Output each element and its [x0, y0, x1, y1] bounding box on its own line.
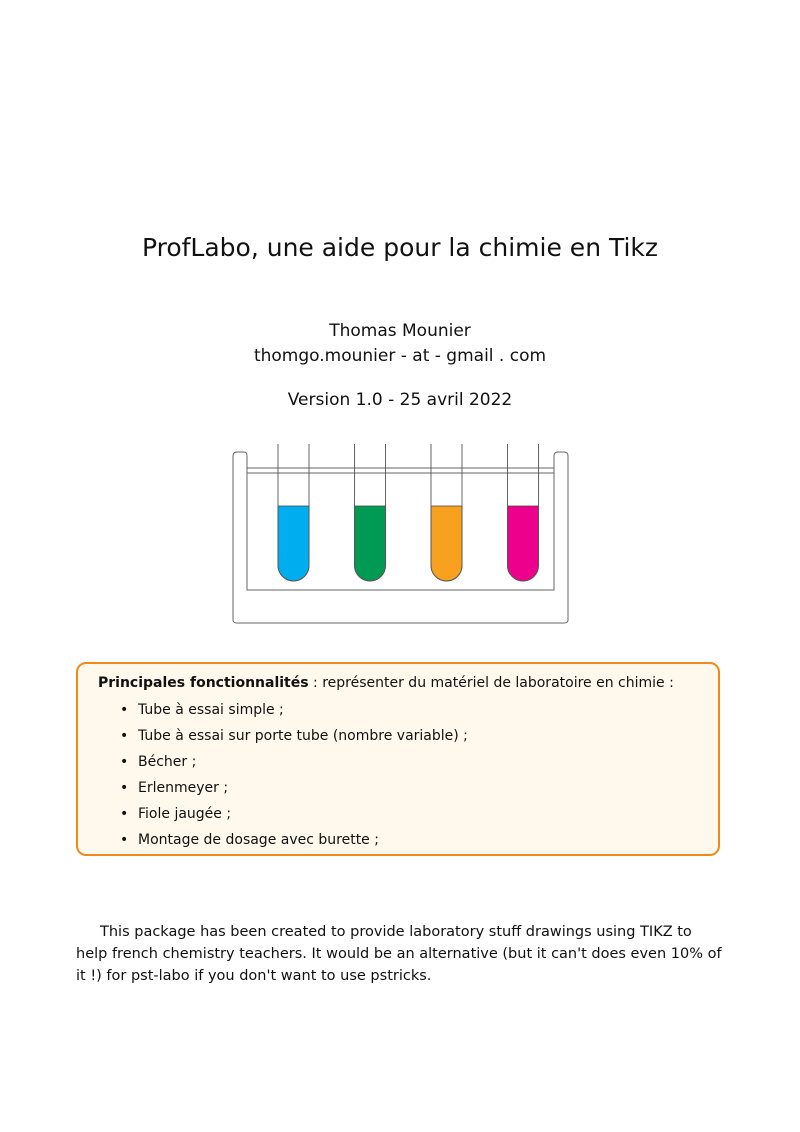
bullet: • [120, 754, 129, 770]
features-box [76, 662, 720, 856]
version-date: Version 1.0 - 25 avril 2022 [287, 390, 513, 410]
author-name: Thomas Mounier [329, 321, 471, 341]
document-title: ProfLabo, une aide pour la chimie en Tikz [141, 233, 659, 262]
list-item [120, 725, 468, 751]
list-item-text: Bécher ; [138, 754, 197, 770]
list-item [120, 777, 468, 803]
list-item-text: Tube à essai simple ; [138, 702, 284, 718]
list-item-text: Fiole jaugée ; [138, 806, 232, 822]
description-paragraph: This package has been created to provide laboratory stuff drawings using TIKZ to help french chemistry teachers. It would be an alternative (but it can't does even 10% of it !) for pst-labo if you don't want to use pstricks. [76, 923, 722, 984]
features-list [120, 699, 468, 855]
list-item-text: Erlenmeyer ; [138, 780, 229, 796]
features-intro [98, 675, 674, 691]
list-item [120, 751, 468, 777]
bullet: • [120, 780, 129, 796]
tube-liquid [431, 506, 462, 581]
features-heading: Principales fonctionnalités [98, 675, 309, 691]
features-intro-text: : représenter du matériel de laboratoire en chimie : [308, 675, 674, 691]
tube-liquid [278, 506, 309, 581]
tube-liquid [508, 506, 539, 581]
list-item [120, 699, 468, 725]
bullet: • [120, 806, 129, 822]
test-tube-rack-illustration [226, 440, 576, 630]
bullet: • [120, 832, 129, 848]
bullet: • [120, 702, 129, 718]
list-item [120, 829, 468, 855]
list-item-text: Montage de dosage avec burette ; [138, 832, 379, 848]
author-block [0, 319, 800, 369]
list-item-text: Tube à essai sur porte tube (nombre variable) ; [138, 728, 468, 744]
bullet: • [120, 728, 129, 744]
tube-liquid [355, 506, 386, 581]
list-item [120, 803, 468, 829]
author-email: thomgo.mounier - at - gmail . com [253, 346, 547, 366]
